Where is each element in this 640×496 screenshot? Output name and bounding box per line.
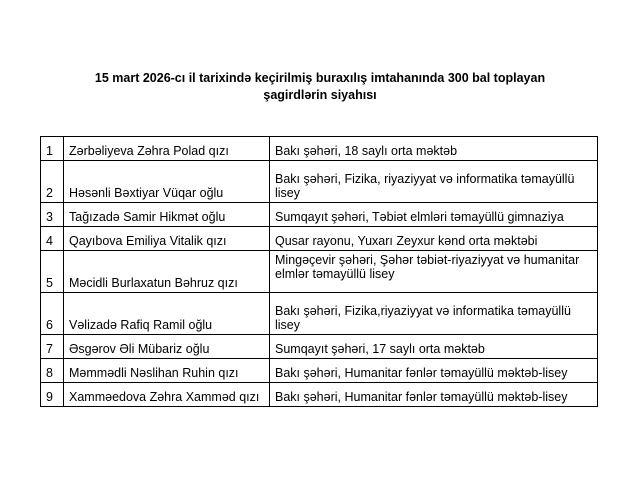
student-name: Məcidli Burlaxatun Bəhruz qızı <box>64 251 270 293</box>
school-name: Sumqayıt şəhəri, Təbiət elmləri təmayüllü gimnaziya <box>270 203 598 227</box>
table-row <box>41 161 598 203</box>
row-number: 2 <box>41 161 64 203</box>
school-name: Qusar rayonu, Yuxarı Zeyxur kənd orta məktəbi <box>270 227 598 251</box>
table-row <box>41 137 598 161</box>
student-name: Tağızadə Samir Hikmət oğlu <box>64 203 270 227</box>
document-title <box>40 70 600 104</box>
student-name: Qayıbova Emiliya Vitalik qızı <box>64 227 270 251</box>
table-row <box>41 335 598 359</box>
row-number: 3 <box>41 203 64 227</box>
title-line-1: 15 mart 2026-cı il tarixində keçirilmiş buraxılış imtahanında 300 bal toplayan <box>94 71 546 85</box>
table-row <box>41 251 598 293</box>
school-name: Mingəçevir şəhəri, Şəhər təbiət-riyaziyyat və humanitar elmlər təmayüllü lisey <box>270 251 598 293</box>
row-number: 7 <box>41 335 64 359</box>
student-name: Xamməedova Zəhra Xamməd qızı <box>64 383 270 407</box>
school-name: Bakı şəhəri, Humanitar fənlər təmayüllü məktəb-lisey <box>270 359 598 383</box>
student-name: Məmmədli Nəslihan Ruhin qızı <box>64 359 270 383</box>
school-name: Bakı şəhəri, Fizika,riyaziyyat və informatika təmayüllü lisey <box>270 293 598 335</box>
title-line-2: şagirdlərin siyahısı <box>263 88 377 102</box>
school-name: Bakı şəhəri, Fizika, riyaziyyat və informatika təmayüllü lisey <box>270 161 598 203</box>
table-row <box>41 293 598 335</box>
table-row <box>41 383 598 407</box>
school-name: Bakı şəhəri, 18 saylı orta məktəb <box>270 137 598 161</box>
row-number: 4 <box>41 227 64 251</box>
row-number: 5 <box>41 251 64 293</box>
school-name: Bakı şəhəri, Humanitar fənlər təmayüllü məktəb-lisey <box>270 383 598 407</box>
student-name: Həsənli Bəxtiyar Vüqar oğlu <box>64 161 270 203</box>
student-name: Zərbəliyeva Zəhra Polad qızı <box>64 137 270 161</box>
table-row <box>41 227 598 251</box>
row-number: 9 <box>41 383 64 407</box>
student-name: Vəlizadə Rafiq Ramil oğlu <box>64 293 270 335</box>
table-row <box>41 359 598 383</box>
students-table <box>40 136 598 407</box>
student-name: Əsgərov Əli Mübariz oğlu <box>64 335 270 359</box>
school-name: Sumqayıt şəhəri, 17 saylı orta məktəb <box>270 335 598 359</box>
table-row <box>41 203 598 227</box>
row-number: 8 <box>41 359 64 383</box>
row-number: 1 <box>41 137 64 161</box>
row-number: 6 <box>41 293 64 335</box>
